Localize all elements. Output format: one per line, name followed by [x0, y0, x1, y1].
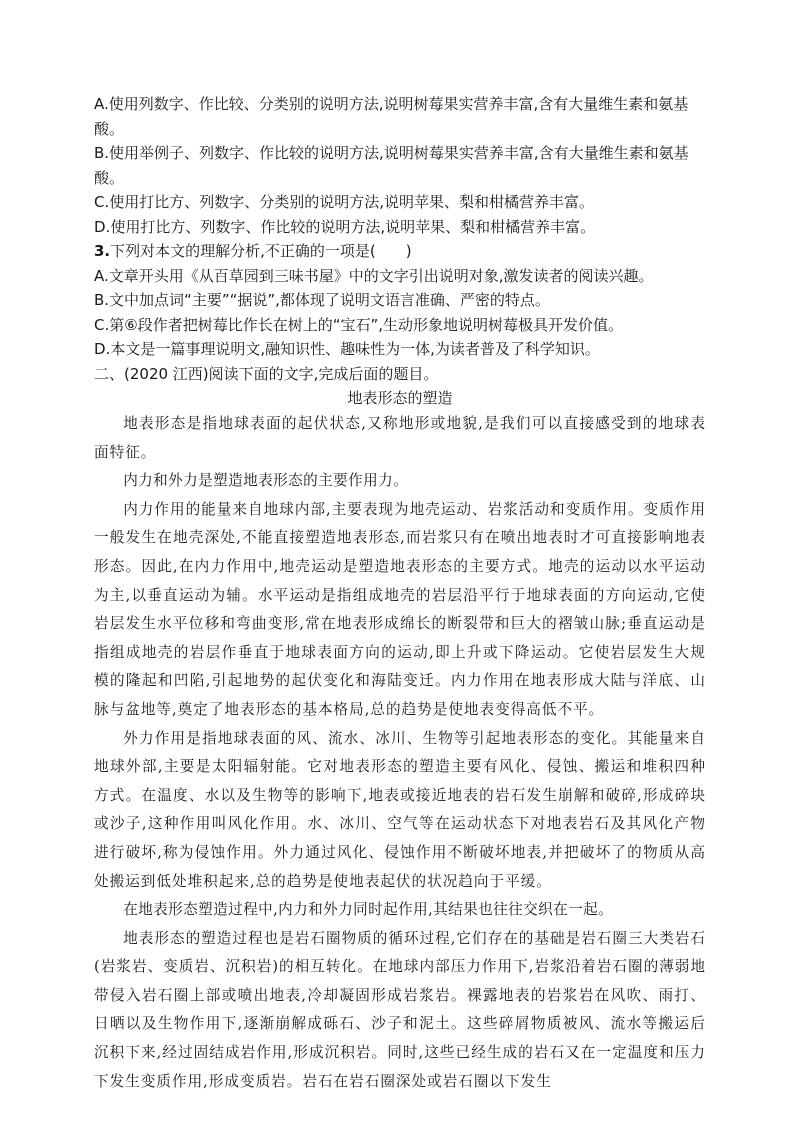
- q3-option-d: D.本文是一篇事理说明文,融知识性、趣味性为一体,为读者普及了科学知识。: [94, 340, 600, 358]
- question-stem: 下列对本文的理解分析,不正确的一项是( ): [110, 242, 412, 260]
- option-b: B.使用举例子、列数字、作比较的说明方法,说明树莓果实营养丰富,含有大量维生素和氨基酸。: [94, 144, 689, 187]
- paragraph-4: 外力作用是指地球表面的风、流水、冰川、生物等引起地表形态的变化。其能量来自地球外部,主要是太阳辐射能。它对地表形态的塑造主要有风化、侵蚀、搬运和堆积四种方式。在温度、水以及生物等的影响下,地表或接近地表的岩石发生崩解和破碎,形成碎块或沙子,这种作用叫风化作用。水、冰川、空气等在运动状态下对地表岩石及其风化产物进行破坏,称为侵蚀作用。外力通过风化、侵蚀作用不断破坏地表,并把破坏了的物质从高处搬运到低处堆积起来,总的趋势是使地表起伏的状况趋向于平缓。: [94, 729, 706, 890]
- option-c: C.使用打比方、列数字、分类别的说明方法,说明苹果、梨和柑橘营养丰富。: [94, 193, 595, 211]
- paragraph-2: 内力和外力是塑造地表形态的主要作用力。: [123, 472, 409, 490]
- option-a: A.使用列数字、作比较、分类别的说明方法,说明树莓果实营养丰富,含有大量维生素和氨基酸。: [94, 95, 689, 138]
- paragraph-1: 地表形态是指地球表面的起伏状态,又称地形或地貌,是我们可以直接感受到的地球表面特征。: [94, 415, 706, 461]
- article-title: 地表形态的塑造: [347, 389, 453, 407]
- question-3: [94, 239, 706, 264]
- paragraph-5: 在地表形态塑造过程中,内力和外力同时起作用,其结果也往往交织在一起。: [123, 901, 614, 919]
- paragraph-6: 地表形态的塑造过程也是岩石圈物质的循环过程,它们存在的基础是岩石圈三大类岩石(岩浆岩、变质岩、沉积岩)的相互转化。在地球内部压力作用下,岩浆沿着岩石圈的薄弱地带侵入岩石圈上部或喷出地表,冷却凝固形成岩浆岩。裸露地表的岩浆岩在风吹、雨打、日晒以及生物作用下,逐渐崩解成砾石、沙子和泥土。这些碎屑物质被风、流水等搬运后沉积下来,经过固结成岩作用,形成沉积岩。同时,这些已经生成的岩石又在一定温度和压力下发生变质作用,形成变质岩。岩石在岩石圈深处或岩石圈以下发生: [94, 929, 706, 1090]
- option-d: D.使用打比方、列数字、作比较的说明方法,说明苹果、梨和柑橘营养丰富。: [94, 217, 596, 236]
- question-number: 3.: [94, 242, 111, 260]
- document-page: [94, 92, 706, 1096]
- q3-option-c: C.第⑥段作者把树莓比作长在树上的“宝石”,生动形象地说明树莓极具开发价值。: [94, 315, 624, 334]
- section-heading: 二、(2020 江西)阅读下面的文字,完成后面的题目。: [94, 364, 439, 383]
- paragraph-3: 内力作用的能量来自地球内部,主要表现为地壳运动、岩浆活动和变质作用。变质作用一般发生在地壳深处,不能直接塑造地表形态,而岩浆只有在喷出地表时才可直接影响地表形态。因此,在内力作用中,地壳运动是塑造地表形态的主要方式。地壳的运动以水平运动为主,以垂直运动为辅。水平运动是指组成地壳的岩层沿平行于地球表面的方向运动,它使岩层发生水平位移和弯曲变形,常在地表形成绵长的断裂带和巨大的褶皱山脉;垂直运动是指组成地壳的岩层作垂直于地球表面方向的运动,即上升或下降运动。它使岩层发生大规模的隆起和凹陷,引起地势的起伏变化和海陆变迁。内力作用在地表形成大陆与洋底、山脉与盆地等,奠定了地表形态的基本格局,总的趋势是使地表变得高低不平。: [94, 500, 706, 718]
- q3-option-b: B.文中加点词“主要”“据说”,都体现了说明文语言准确、严密的特点。: [94, 291, 550, 309]
- q3-option-a: A.文章开头用《从百草园到三味书屋》中的文字引出说明对象,激发读者的阅读兴趣。: [94, 266, 654, 285]
